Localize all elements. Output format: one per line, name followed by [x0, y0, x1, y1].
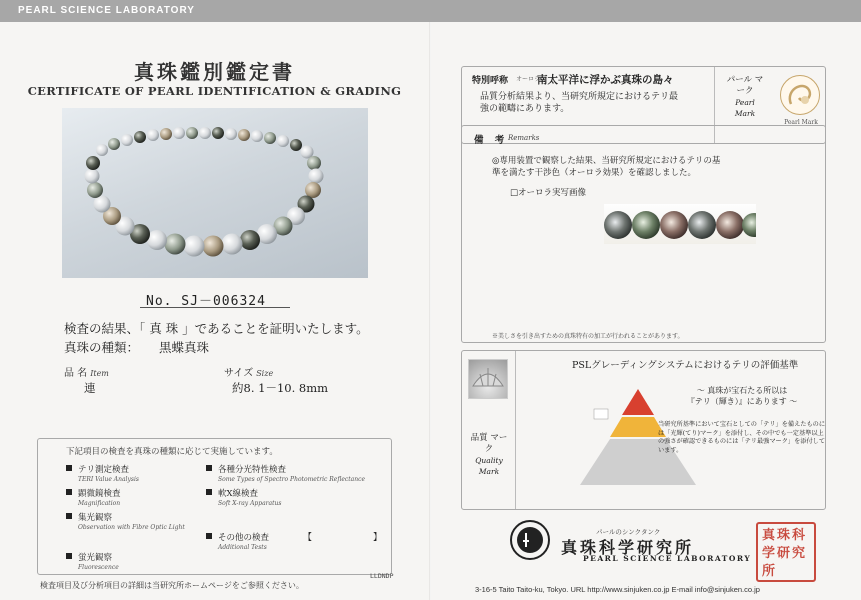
test-item: 軟X線検査 Soft X-ray Apparatus	[206, 487, 281, 507]
checkbox-marked-icon	[66, 489, 72, 495]
special-designation-title: 南太平洋に浮かぶ真珠の島々	[537, 74, 674, 86]
remarks-box	[461, 125, 826, 343]
special-designation-label: 特別呼称	[472, 76, 509, 86]
shell-icon	[468, 359, 508, 399]
aurora-image-label: □オーロラ実写画像	[510, 188, 587, 198]
pearl-type-row	[64, 338, 225, 356]
psl-logo-icon	[509, 519, 551, 561]
test-item: その他の検査 Additional Tests	[206, 531, 269, 551]
checkbox-marked-icon	[66, 513, 72, 519]
other-tests-open-bracket: 【	[303, 533, 313, 543]
remarks-label: 備 考	[474, 135, 509, 146]
pearl-mark-logo-icon	[780, 75, 820, 115]
divider	[515, 351, 516, 509]
size-label-group	[224, 364, 273, 379]
pearl-type-label: 真珠の種類：	[64, 340, 140, 355]
other-tests-close-bracket: 】	[373, 533, 383, 543]
checkbox-marked-icon	[206, 489, 212, 495]
seal-text: 真珠科学研究所	[762, 528, 808, 579]
tests-box	[37, 438, 392, 575]
checkbox-marked-icon	[66, 553, 72, 559]
grading-description: 当研究所基準において宝石としての「テリ」を備えたものには「光輝(てり)マーク」を添付し、その中でも一定基準以上の強さが確認できるものには「テリ最強マーク」を添付しています。	[658, 421, 826, 454]
pearl-strand	[85, 127, 324, 257]
lab-name-jp: 真珠科学研究所	[561, 538, 695, 557]
remarks-label-en: Remarks	[508, 134, 540, 142]
grading-title: PSLグレーディングシステムにおけるテリの評価基準	[572, 360, 799, 371]
remarks-note: ※美しさを引き出すための真珠特有の加工が行われることがあります。	[492, 333, 684, 340]
size-label-en: Size	[256, 369, 274, 378]
remarks-text: ◎専用装置で観察した結果、当研究所規定におけるテリの基準を満たす干渉色（オーロラ効果）を確認しました。	[492, 156, 721, 178]
test-item: 集光観察 Observation with Fibre Optic Light	[66, 511, 185, 531]
certificate-title-en: CERTIFICATE OF PEARL IDENTIFICATION & GRADING	[27, 84, 402, 98]
aurora-pearl-image	[604, 204, 756, 244]
left-page	[0, 22, 429, 600]
lab-name-en: PEARL SCIENCE LABORATORY	[583, 554, 752, 563]
pearl-mark-label: パール マーク Pearl Mark	[726, 75, 764, 118]
lab-address: 3-16-5 Taito Taito-ku, Tokyo. URL http://www.sinjuken.co.jp E-mail info@sinjuken.co.jp	[475, 585, 760, 594]
necklace-illustration	[62, 108, 368, 278]
official-seal	[756, 522, 816, 582]
certificate-number: No. SJ－006324	[140, 290, 290, 308]
certificate-title-jp: 真珠鑑別鑑定書	[134, 60, 295, 84]
identification-statement: 検査の結果、「 真 珠 」であることを証明いたします。	[64, 321, 369, 336]
quality-mark-label: 品質 マーク Quality Mark	[470, 433, 508, 476]
item-value: 連	[84, 381, 96, 395]
grading-subtitle: ～ 真珠が宝石たる所以は 『テリ（輝き）』にあります ～	[686, 386, 798, 406]
website-footnote: 検査項目及び分析項目の詳細は当研究所ホームページをご参照ください。	[40, 581, 304, 590]
pearl-necklace-photo	[62, 108, 368, 278]
aurora-tag: オーロラ	[516, 76, 541, 83]
test-item: 各種分光特性検査 Some Types of Spectro Photometric Reflectance	[206, 463, 365, 483]
test-item: 顕微鏡検査 Magnification	[66, 487, 121, 507]
checkbox-marked-icon	[206, 533, 212, 539]
right-page	[431, 22, 861, 600]
tests-heading: 下記項目の検査を真珠の種類に応じて実施しています。	[66, 447, 278, 457]
size-value: 約8. 1－10. 8mm	[232, 381, 329, 395]
item-label: 品 名	[64, 368, 88, 379]
test-item: 蛍光観察 Fluorescence	[66, 551, 119, 571]
lab-tagline: パールのシンクタンク	[596, 528, 661, 536]
lab-name-banner: PEARL SCIENCE LABORATORY	[18, 5, 195, 16]
item-label-en: Item	[90, 369, 109, 378]
quality-mark-box	[461, 350, 826, 510]
item-label-group	[64, 364, 109, 379]
form-code: LLDNDP	[370, 572, 394, 580]
checkbox-marked-icon	[66, 465, 72, 471]
checkbox-marked-icon	[206, 465, 212, 471]
special-designation-text: 品質分析結果より、当研究所規定におけるテリ最強の範疇にあります。	[480, 92, 679, 114]
size-label: サイズ	[224, 368, 254, 379]
test-item: テリ測定検査 TERI Value Analysis	[66, 463, 139, 483]
top-banner	[0, 0, 861, 22]
pearl-type-value: 黒蝶真珠	[159, 340, 210, 355]
pearl-mark-logo-caption: Pearl Mark	[784, 119, 818, 126]
